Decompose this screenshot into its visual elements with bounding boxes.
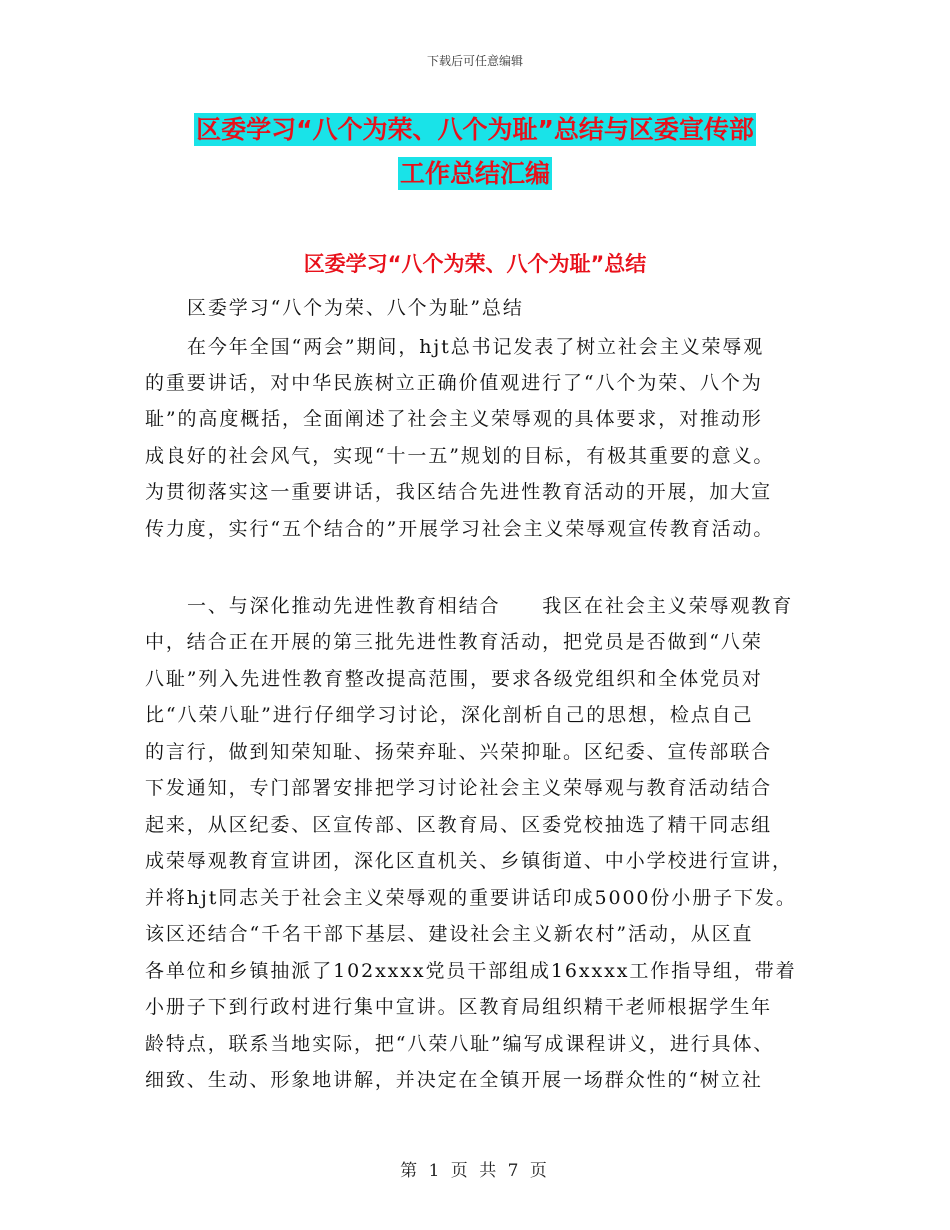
document-title-line-1	[0, 113, 950, 147]
paragraph-line: 中，结合正在开展的第三批先进性教育活动，把党员是否做到“八荣	[145, 631, 763, 653]
paragraph-line: 各单位和乡镇抽派了102xxxx党员干部组成16xxxx工作指导组，带着	[145, 960, 797, 982]
section-heading: 区委学习“八个为荣、八个为耻”总结	[303, 252, 647, 276]
paragraph-line: 在今年全国“两会”期间，hjt总书记发表了树立社会主义荣辱观	[187, 336, 765, 358]
document-title-line-2	[0, 157, 950, 191]
paragraph-line: 传力度，实行“五个结合的”开展学习社会主义荣辱观宣传教育活动。	[145, 518, 775, 540]
paragraph-line: 起来，从区纪委、区宣传部、区教育局、区委党校抽选了精干同志组	[145, 814, 773, 836]
paragraph-line: 该区还结合“千名干部下基层、建设社会主义新农村”活动，从区直	[145, 923, 754, 945]
paragraph-line: 成荣辱观教育宣讲团，深化区直机关、乡镇街道、中小学校进行宣讲，	[145, 850, 793, 872]
paragraph-line: 八耻”列入先进性教育整改提高范围，要求各级党组织和全体党员对	[145, 668, 763, 690]
paragraph-line: 下发通知，专门部署安排把学习讨论社会主义荣辱观与教育活动结合	[145, 777, 773, 799]
paragraph-line: 细致、生动、形象地讲解，并决定在全镇开展一场群众性的“树立社	[145, 1069, 763, 1091]
paragraph-line: 并将hjt同志关于社会主义荣辱观的重要讲话印成5000份小册子下发。	[145, 887, 797, 909]
paragraph-line: 的重要讲话，对中华民族树立正确价值观进行了“八个为荣、八个为	[145, 372, 763, 394]
paragraph-line: 比“八荣八耻”进行仔细学习讨论，深化剖析自己的思想，检点自己	[145, 704, 754, 726]
page-header-note: 下载后可任意编辑	[426, 54, 523, 68]
paragraph-line: 龄特点，联系当地实际，把“八荣八耻”编写成课程讲义，进行具体、	[145, 1033, 775, 1055]
document-title-text-2: 工作总结汇编	[399, 159, 550, 188]
paragraph-line: 耻”的高度概括，全面阐述了社会主义荣辱观的具体要求，对推动形	[145, 408, 763, 430]
paragraph-line: 为贯彻落实这一重要讲话，我区结合先进性教育活动的开展，加大宣	[145, 481, 773, 503]
body-subtitle-line: 区委学习“八个为荣、八个为耻”总结	[187, 297, 524, 319]
paragraph-line: 小册子下到行政村进行集中宣讲。区教育局组织精干老师根据学生年	[145, 996, 773, 1018]
paragraph-line: 的言行，做到知荣知耻、扬荣弃耻、兴荣抑耻。区纪委、宣传部联合	[145, 741, 773, 763]
paragraph-line: 成良好的社会风气，实现“十一五”规划的目标，有极其重要的意义。	[145, 445, 775, 467]
page-footer-number: 第 1 页 共 7 页	[400, 1161, 550, 1181]
document-title-text-1: 区委学习“八个为荣、八个为耻”总结与区委宣传部	[196, 115, 754, 144]
paragraph-line: 一、与深化推动先进性教育相结合 我区在社会主义荣辱观教育	[187, 595, 794, 617]
